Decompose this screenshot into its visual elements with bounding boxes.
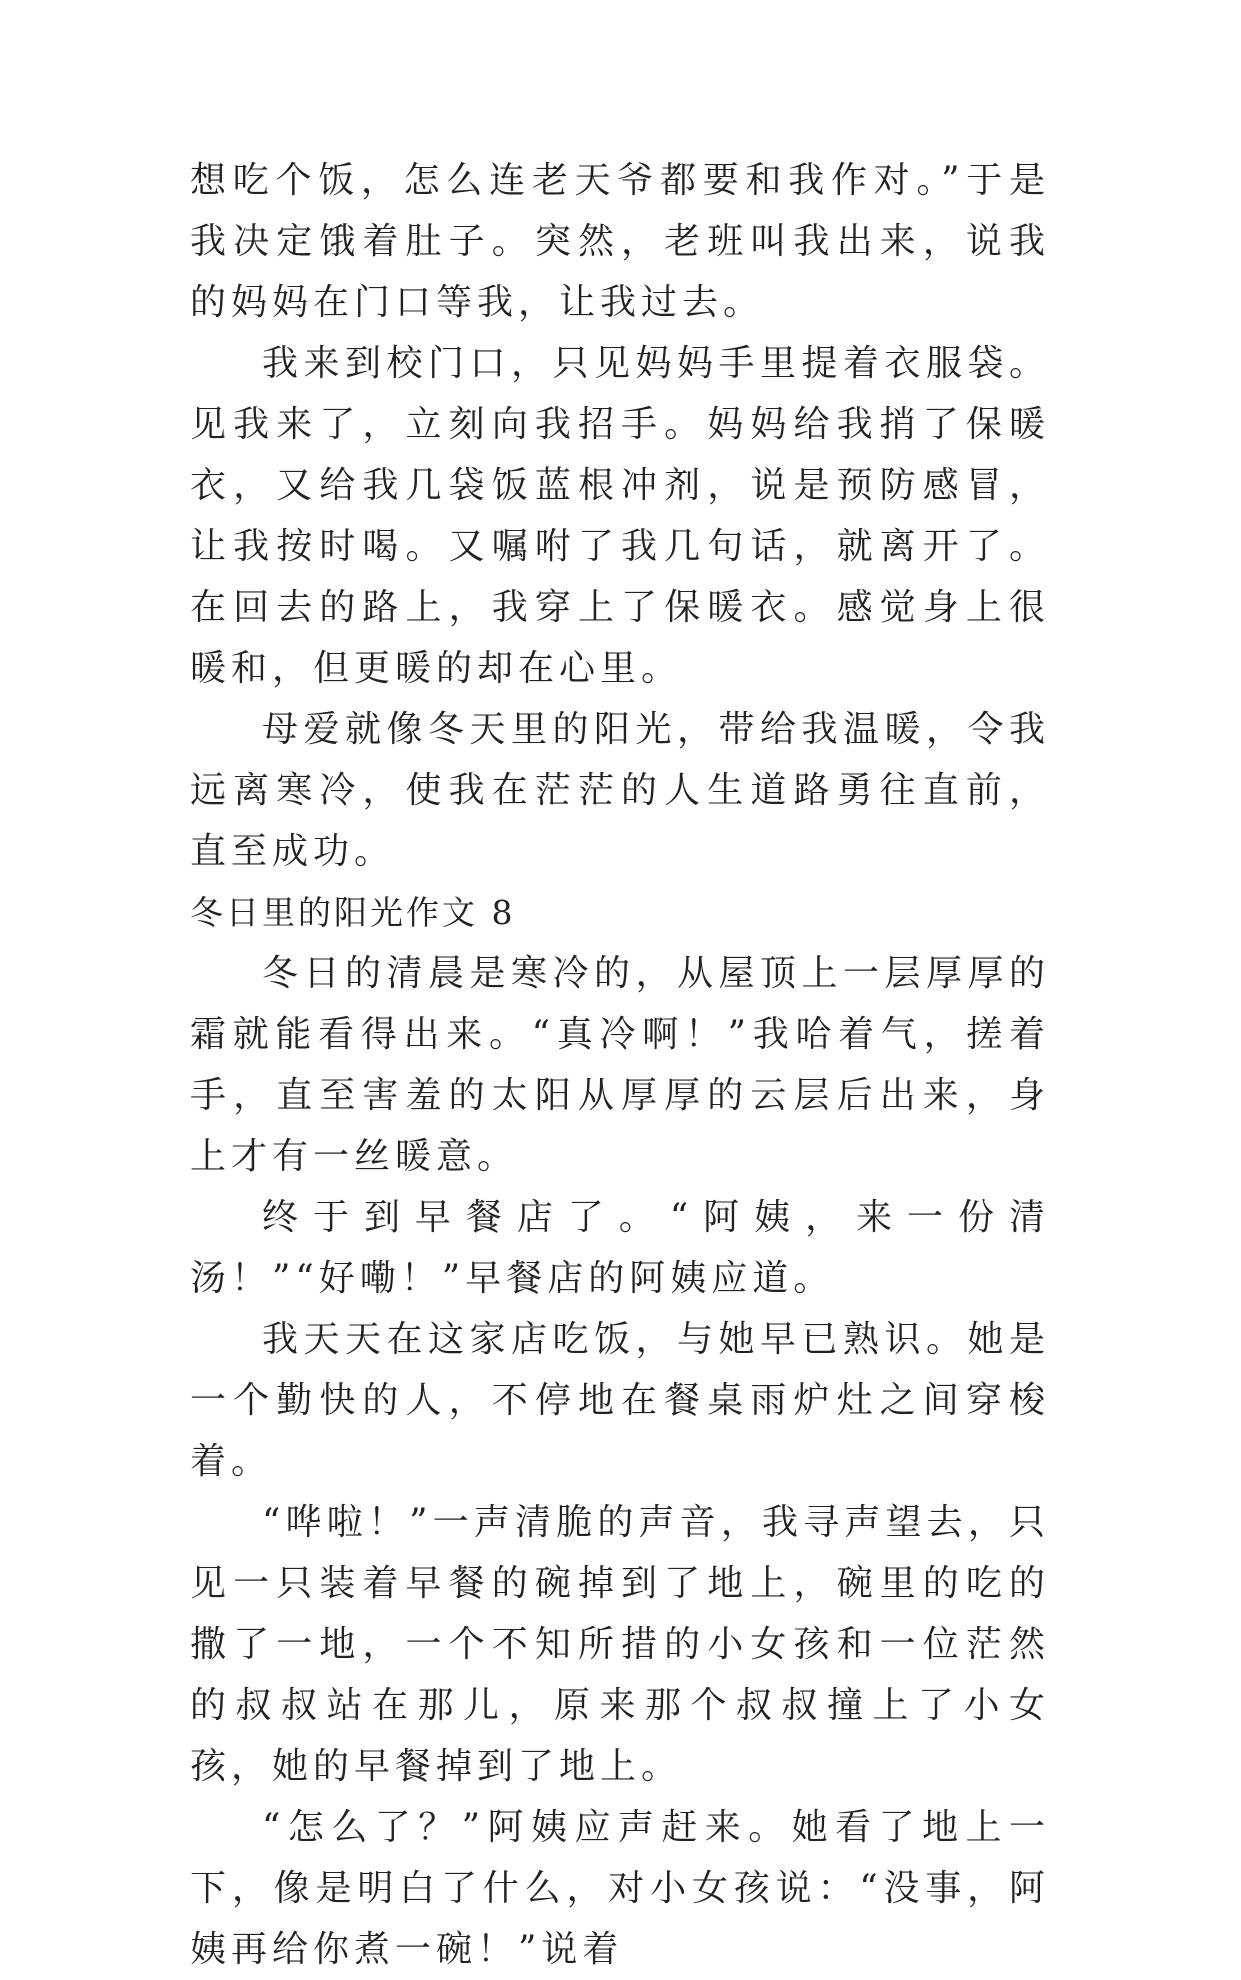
paragraph-7: “哗啦！”一声清脆的声音，我寻声望去，只见一只装着早餐的碗掉到了地上，碗里的吃的撒了一地，一个不知所措的小女孩和一位茫然的叔叔站在那儿，原来那个叔叔撞上了小女孩，她的早餐掉到了地上。 bbox=[190, 1502, 1050, 1787]
section-title: 冬日里的阳光作文 8 bbox=[190, 893, 516, 932]
paragraph-5: 终于到早餐店了。“阿姨，来一份清汤！”“好嘞！”早餐店的阿姨应道。 bbox=[190, 1197, 1050, 1299]
paragraph-6: 我天天在这家店吃饭，与她早已熟识。她是一个勤快的人，不停地在餐桌雨炉灶之间穿梭着。 bbox=[190, 1319, 1050, 1482]
paragraph-4: 冬日的清晨是寒冷的，从屋顶上一层厚厚的霜就能看得出来。“真冷啊！”我哈着气，搓着手，直至害羞的太阳从厚厚的云层后出来，身上才有一丝暖意。 bbox=[190, 953, 1050, 1177]
document-body bbox=[190, 150, 1050, 1980]
paragraph-8: “怎么了？”阿姨应声赶来。她看了地上一下，像是明白了什么，对小女孩说：“没事，阿姨再给你煮一碗！”说着 bbox=[190, 1807, 1050, 1970]
paragraph-3: 母爱就像冬天里的阳光，带给我温暖，令我远离寒冷，使我在茫茫的人生道路勇往直前，直至成功。 bbox=[190, 709, 1050, 872]
paragraph-2: 我来到校门口，只见妈妈手里提着衣服袋。见我来了，立刻向我招手。妈妈给我捎了保暖衣，又给我几袋饭蓝根冲剂，说是预防感冒，让我按时喝。又嘱咐了我几句话，就离开了。在回去的路上，我穿上了保暖衣。感觉身上很暖和，但更暖的却在心里。 bbox=[190, 343, 1050, 689]
paragraph-1: 想吃个饭，怎么连老天爷都要和我作对。”于是我决定饿着肚子。突然，老班叫我出来，说我的妈妈在门口等我，让我过去。 bbox=[190, 160, 1050, 323]
